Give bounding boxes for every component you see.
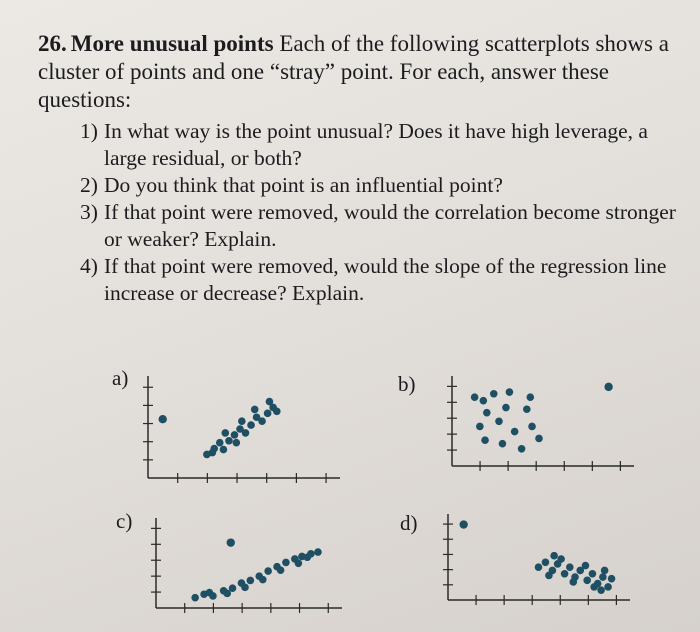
data-point [206,589,214,597]
data-point [282,559,290,567]
data-point [523,405,531,413]
data-point [590,583,598,591]
scatterplot-a [140,372,340,484]
data-point [582,562,590,570]
data-point [518,445,526,453]
data-point [499,440,507,448]
plot-label-c: c) [116,509,133,533]
data-point [502,404,510,412]
plot-label-b: b) [398,372,416,396]
data-point [542,558,550,566]
data-point [304,553,312,561]
data-point [233,439,241,447]
data-point [506,388,514,396]
stray-point [227,538,235,546]
data-point [557,555,565,563]
data-point [216,439,224,447]
data-point [583,577,591,585]
data-point [264,567,272,575]
data-point [221,429,229,437]
data-point [561,570,569,578]
data-point [476,423,484,431]
data-point [220,446,228,454]
data-point [238,417,246,425]
data-point [535,563,543,571]
question-text: If that point were removed, would the correlation become stronger or weaker? Explain. [104,200,676,251]
data-point [242,429,250,437]
data-point [495,417,503,425]
data-point [599,573,607,581]
stray-point [459,520,467,528]
data-point [191,594,199,602]
question-number: 4) [80,254,98,278]
scatterplot-d [440,510,630,606]
scatterplot-b [444,372,634,472]
question-text: Do you think that point is an influential point? [104,173,503,197]
data-point [251,406,259,414]
data-point [589,570,597,578]
data-point [231,431,239,439]
stray-point [604,383,612,391]
data-point [608,575,616,583]
data-point [483,409,491,417]
question-number: 3) [80,200,98,224]
data-point [247,421,255,429]
data-point [314,548,322,556]
data-point [528,423,536,431]
data-point [247,577,255,585]
data-point [601,567,609,575]
data-point [527,393,535,401]
data-point [545,572,553,580]
data-point [241,584,249,592]
data-point [566,563,574,571]
problem-intro: Each of the following scatterplots shows a cluster of points and one “stray” point. For each, answer these questions: [38,31,669,112]
data-point [604,583,612,591]
question-text: In what way is the point unusual? Does it have high leverage, a large residual, or both? [104,119,648,170]
data-point [277,566,285,574]
data-point [471,393,479,401]
scatterplot-c [148,514,342,614]
data-point [273,408,281,416]
data-point [481,436,489,444]
stray-point [159,415,167,423]
data-point [535,435,543,443]
data-point [258,417,266,425]
data-point [550,552,558,560]
data-point [597,586,605,594]
data-point [223,590,231,598]
data-point [225,437,233,445]
plot-label-a: a) [112,366,129,390]
data-point [490,390,498,398]
problem-title: More unusual points [70,31,274,56]
data-point [569,578,577,586]
problem-number: 26. [38,31,67,56]
plot-label-d: d) [400,511,418,535]
data-point [266,398,274,406]
question-text: If that point were removed, would the slope of the regression line increase or decrease? Explain. [104,254,667,305]
data-point [259,576,267,584]
data-point [264,410,272,418]
question-number: 2) [80,173,98,197]
data-point [511,428,519,436]
data-point [209,449,217,457]
question-number: 1) [80,119,98,143]
data-point [295,559,303,567]
data-point [480,397,488,405]
